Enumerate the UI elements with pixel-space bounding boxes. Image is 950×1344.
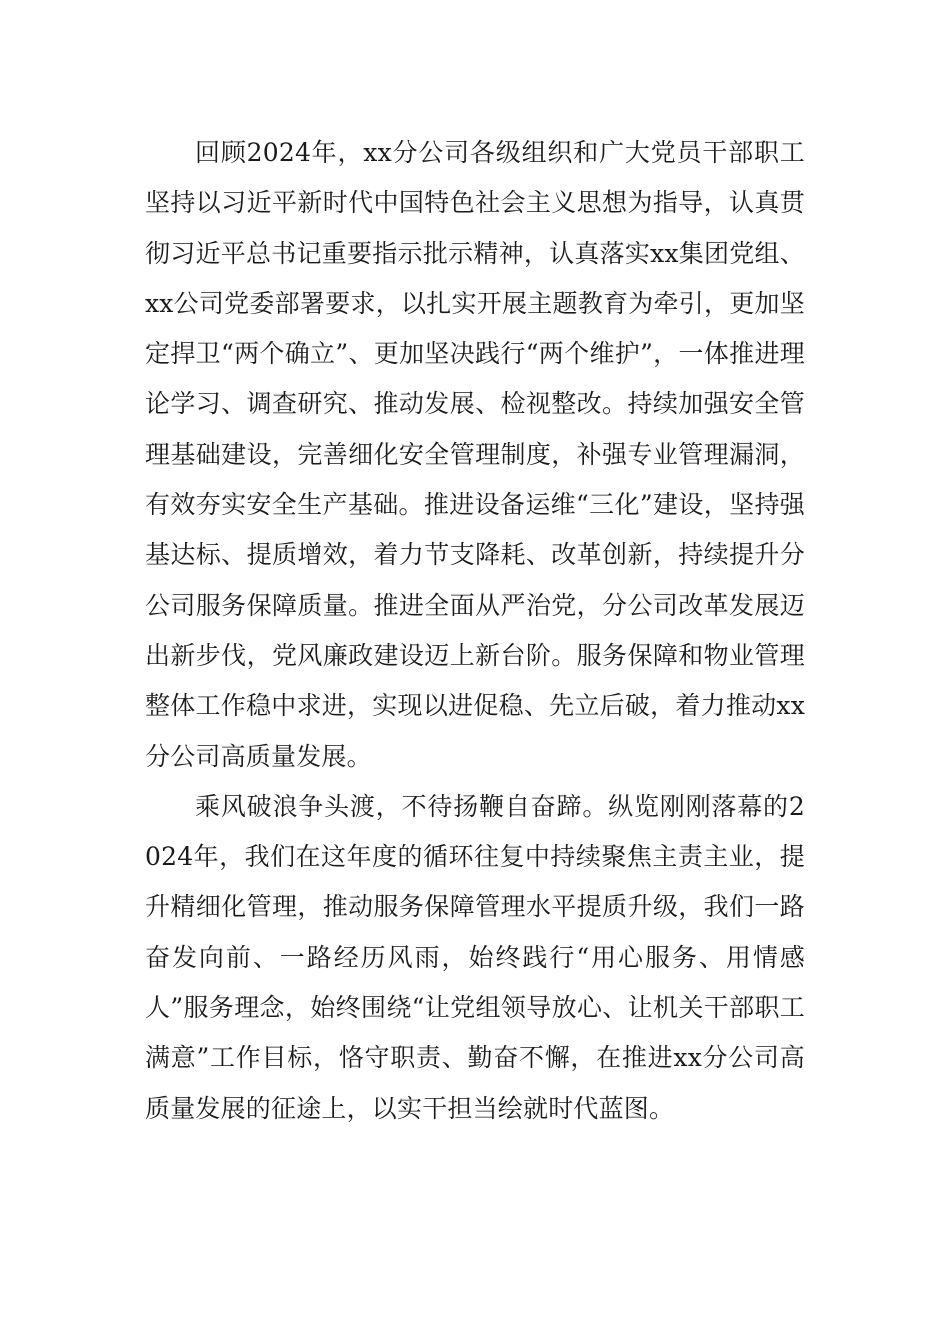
document-body xyxy=(145,128,805,1134)
paragraph-outlook: 乘风破浪争头渡，不待扬鞭自奋蹄。纵览刚刚落幕的2024年，我们在这年度的循环往复中持续聚焦主责主业，提升精细化管理，推动服务保障管理水平提质升级，我们一路奋发向前、一路经历风雨，始终践行“用心服务、用情感人”服务理念，始终围绕“让党组领导放心、让机关干部职工满意”工作目标，恪守职责、勤奋不懈，在推进xx分公司高质量发展的征途上，以实干担当绘就时代蓝图。 xyxy=(145,791,805,1123)
paragraph-review-2024: 回顾2024年，xx分公司各级组织和广大党员干部职工坚持以习近平新时代中国特色社会主义思想为指导，认真贯彻习近平总书记重要指示批示精神，认真落实xx集团党组、xx公司党委部署要求，以扎实开展主题教育为牵引，更加坚定捍卫“两个确立”、更加坚决践行“两个维护”，一体推进理论学习、调查研究、推动发展、检视整改。持续加强安全管理基础建设，完善细化安全管理制度，补强专业管理漏洞，有效夯实安全生产基础。推进设备运维“三化”建设，坚持强基达标、提质增效，着力节支降耗、改革创新，持续提升分公司服务保障质量。推进全面从严治党，分公司改革发展迈出新步伐，党风廉政建设迈上新台阶。服务保障和物业管理整体工作稳中求进，实现以进促稳、先立后破，着力推动xx分公司高质量发展。 xyxy=(145,138,805,771)
